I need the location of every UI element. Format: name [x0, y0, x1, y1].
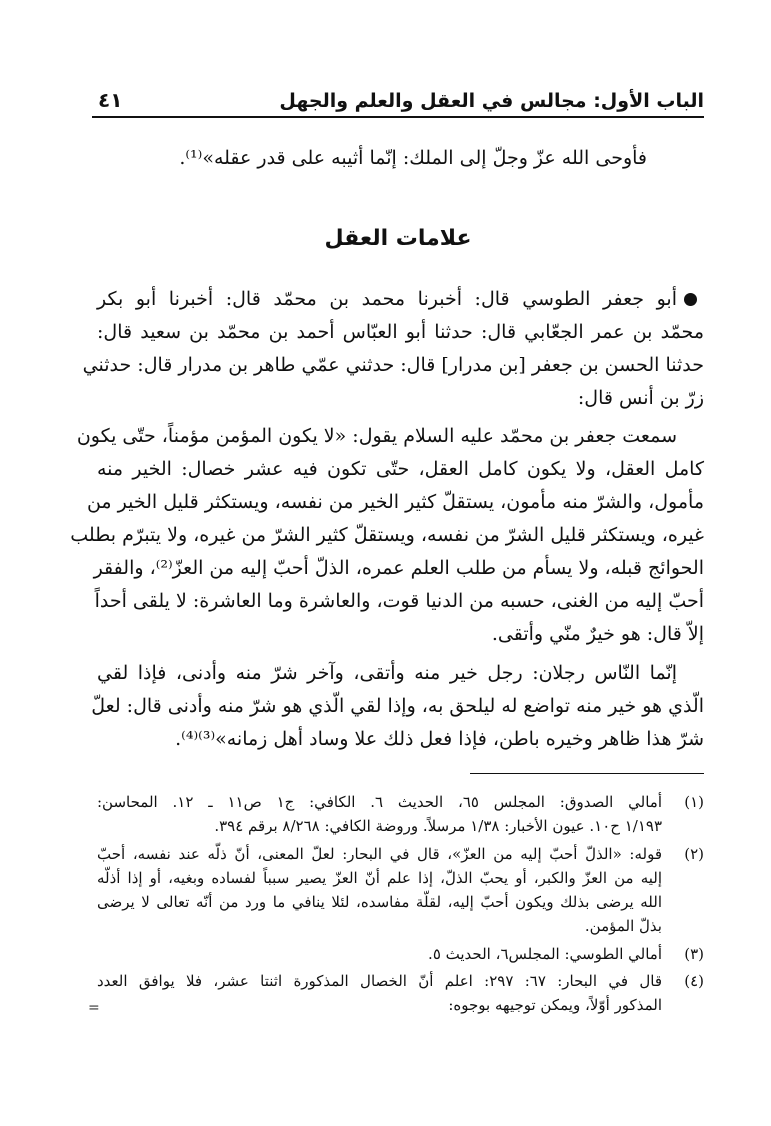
footnote-line: الله يرضى بذلك ويكون أحبّ إليه، لقلّة مفاسده، لئلا ينافي ما ورد من أنّه تعالى لا يرضى [97, 893, 662, 911]
hadith-line: إلاّ قال: هو خيرٌ منّي وأتقى. [491, 623, 704, 645]
footnote-number: (٣) [684, 945, 704, 963]
footnote-line: المذكور أوّلاً، ويمكن توجيهه بوجوه: [448, 996, 662, 1014]
footnote-line: قوله: «الذلّ أحبّ إليه من العزّ»، قال في البحار: لعلّ المعنى، أنّ ذلّه عند نفسه، أحبّ [97, 845, 662, 863]
paragraph-line: شرّ هذا ظاهر وخيره باطن، فإذا فعل ذلك علا وساد أهل زمانه»⁽³⁾⁽⁴⁾. [175, 728, 704, 750]
section-heading: علامات العقل [324, 226, 472, 251]
footnote-line: قال في البحار: ٦٧: ٢٩٧: اعلم أنّ الخصال المذكورة اثنتا عشر، فلا يوافق العدد [97, 972, 662, 990]
footnote-number: (٢) [684, 845, 704, 863]
isnad-line: زرّ بن أنس قال: [577, 387, 704, 409]
footnote-line: إليه من العزّ والكبر، أو يحبّ الذلّ، إذا علم أنّ العزّ يصير سبباً لفساده وبغيه، أو إذا أذلّه [97, 869, 662, 887]
paragraph-line: الّذي هو خير منه تواضع له ليلحق به، وإذا لقي الّذي هو شرّ منه وأدنى قال: لعلّ [91, 695, 704, 717]
hadith-line: كامل العقل، ولا يكون كامل العقل، حتّى تكون فيه عشر خصال: الخير منه [97, 458, 704, 480]
opening-line: فأوحى الله عزّ وجلّ إلى الملك: إنّما أثيبه على قدر عقله»⁽¹⁾. [179, 147, 647, 169]
footnote-number: (٤) [684, 972, 704, 990]
margin-mark: = [88, 1000, 100, 1016]
footnote-rule [470, 773, 704, 774]
hadith-line: غيره، ويستكثر قليل الشرّ من نفسه، ويستقلّ كثير الشرّ من غيره، ولا يتبرّم بطلب [70, 524, 704, 546]
hadith-line: سمعت جعفر بن محمّد عليه السلام يقول: «لا يكون المؤمن مؤمناً، حتّى يكون [76, 425, 677, 447]
paragraph-line: إنّما النّاس رجلان: رجل خير منه وأتقى، وآخر شرّ منه وأدنى، فإذا لقي [97, 662, 677, 684]
hadith-line: الحوائج قبله، ولا يسأم من طلب العلم عمره، الذلّ أحبّ إليه من العزّ⁽²⁾، والفقر [93, 557, 704, 579]
hadith-line: مأمول، والشرّ منه مأمون، يستقلّ كثير الخير من نفسه، ويستكثر قليل الخير من [86, 491, 704, 513]
footnote-line: أمالي الطوسي: المجلس٦، الحديث ٥. [428, 945, 662, 963]
footnote-line: بذلّ المؤمن. [584, 917, 662, 935]
hadith-line: أحبّ إليه من الغنى، حسبه من الدنيا قوت، والعاشرة وما العاشرة: لا يلقى أحداً [94, 590, 704, 612]
footnote-line: ١/١٩٣ ح١٠. عيون الأخبار: ١/٣٨ مرسلاً. وروضة الكافي: ٨/٢٦٨ برقم ٣٩٤. [214, 817, 662, 835]
page-number: ٤١ [98, 88, 123, 112]
chapter-title: الباب الأول: مجالس في العقل والعلم والجهل [279, 90, 704, 112]
footnote-line: أمالي الصدوق: المجلس ٦٥، الحديث ٦. الكافي: ج١ ص١١ ـ ١٢. المحاسن: [97, 793, 662, 811]
bullet-icon [684, 293, 697, 306]
running-header [92, 72, 704, 112]
footnote-number: (١) [684, 793, 704, 811]
isnad-line: أبو جعفر الطوسي قال: أخبرنا محمد بن محمّد قال: أخبرنا أبو بكر [97, 288, 677, 310]
isnad-line: محمّد بن عمر الجعّابي قال: حدثنا أبو العبّاس أحمد بن محمّد بن سعيد قال: [97, 321, 704, 343]
isnad-line: حدثنا الحسن بن جعفر [بن مدرار] قال: حدثني عمّي طاهر بن مدرار قال: حدثني [82, 354, 704, 376]
header-rule [92, 116, 704, 118]
